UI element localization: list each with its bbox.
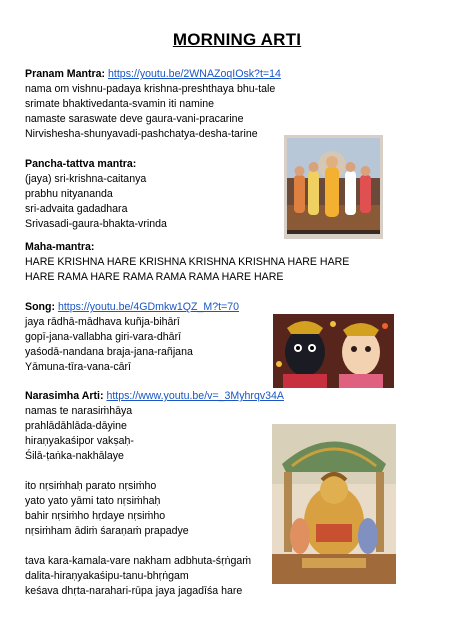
verse-line: keśava dhṛta-narahari-rūpa jaya jagadīśa hare (25, 585, 243, 597)
verse-line: nṛsiṁham ādiṁ śaraṇaṁ prapadye (25, 525, 189, 537)
youtube-link[interactable]: https://youtu.be/4GDmkw1QZ_M?t=70 (57, 301, 240, 313)
section-pancha-tattva (25, 157, 167, 232)
verse-line: (jaya) sri-krishna-caitanya (25, 173, 147, 185)
verse-line: Yāmuna-tīra-vana-cārī (25, 361, 131, 373)
section-song (25, 300, 239, 375)
section-heading: Song: (25, 301, 56, 313)
verse-line: HARE RAMA HARE RAMA RAMA RAMA HARE HARE (25, 271, 284, 283)
verse-line: namas te narasiṁhāya (25, 405, 133, 417)
verse-line: gopī-jana-vallabha giri-vara-dhārī (25, 331, 182, 343)
section-heading: Maha-mantra: (25, 241, 95, 253)
verse-line: Śilā-ṭaṅka-nakhālaye (25, 450, 124, 462)
section-maha-mantra (25, 240, 349, 285)
narasimha-image (272, 424, 396, 584)
youtube-link[interactable]: https://www.youtu.be/v=_3Myhrqv34A (106, 390, 284, 402)
verse-line: jaya rādhā-mādhava kuñja-bihārī (25, 316, 180, 328)
verse-line: prahlādāhlāda-dāyine (25, 420, 127, 432)
section-pranam-mantra (25, 67, 281, 142)
verse-line: sri-advaita gadadhara (25, 203, 128, 215)
section-heading: Pancha-tattva mantra: (25, 158, 137, 170)
verse-line: tava kara-kamala-vare nakham adbhuta-śṛṅgaṁ (25, 555, 252, 567)
verse-line: Nirvishesha-shunyavadi-pashchatya-desha-tarine (25, 128, 258, 140)
radha-madhava-image (273, 314, 394, 388)
pancha-tattva-image (284, 135, 383, 239)
verse-line: yaśodā-nandana braja-jana-rañjana (25, 346, 193, 358)
section-narasimha-arti (25, 389, 284, 599)
page-title: MORNING ARTI (172, 30, 302, 49)
verse-line: yato yato yāmi tato nṛsiṁhaḥ (25, 495, 161, 507)
verse-line: Srivasadi-gaura-bhakta-vrinda (25, 218, 167, 230)
verse-line: srimate bhaktivedanta-svamin iti namine (25, 98, 215, 110)
verse-line: nama om vishnu-padaya krishna-preshthaya bhu-tale (25, 83, 276, 95)
verse-line: bahir nṛsiṁho hṛdaye nṛsiṁho (25, 510, 166, 522)
section-heading: Narasimha Arti: (25, 390, 104, 402)
verse-line: dalita-hiraṇyakaśipu-tanu-bhṛṅgam (25, 570, 189, 582)
verse-line: hiraṇyakaśipor vakṣaḥ- (25, 435, 134, 447)
verse-line: ito nṛsiṁhaḥ parato nṛsiṁho (25, 480, 157, 492)
youtube-link[interactable]: https://youtu.be/2WNAZoqIOsk?t=14 (108, 68, 281, 80)
verse-line: prabhu nityananda (25, 188, 113, 200)
section-heading: Pranam Mantra: (25, 68, 106, 80)
verse-spacer (25, 464, 284, 479)
verse-line: HARE KRISHNA HARE KRISHNA KRISHNA KRISHNA HARE HARE (25, 256, 350, 268)
verse-spacer (25, 539, 284, 554)
verse-line: namaste saraswate deve gaura-vani-pracarine (25, 113, 244, 125)
